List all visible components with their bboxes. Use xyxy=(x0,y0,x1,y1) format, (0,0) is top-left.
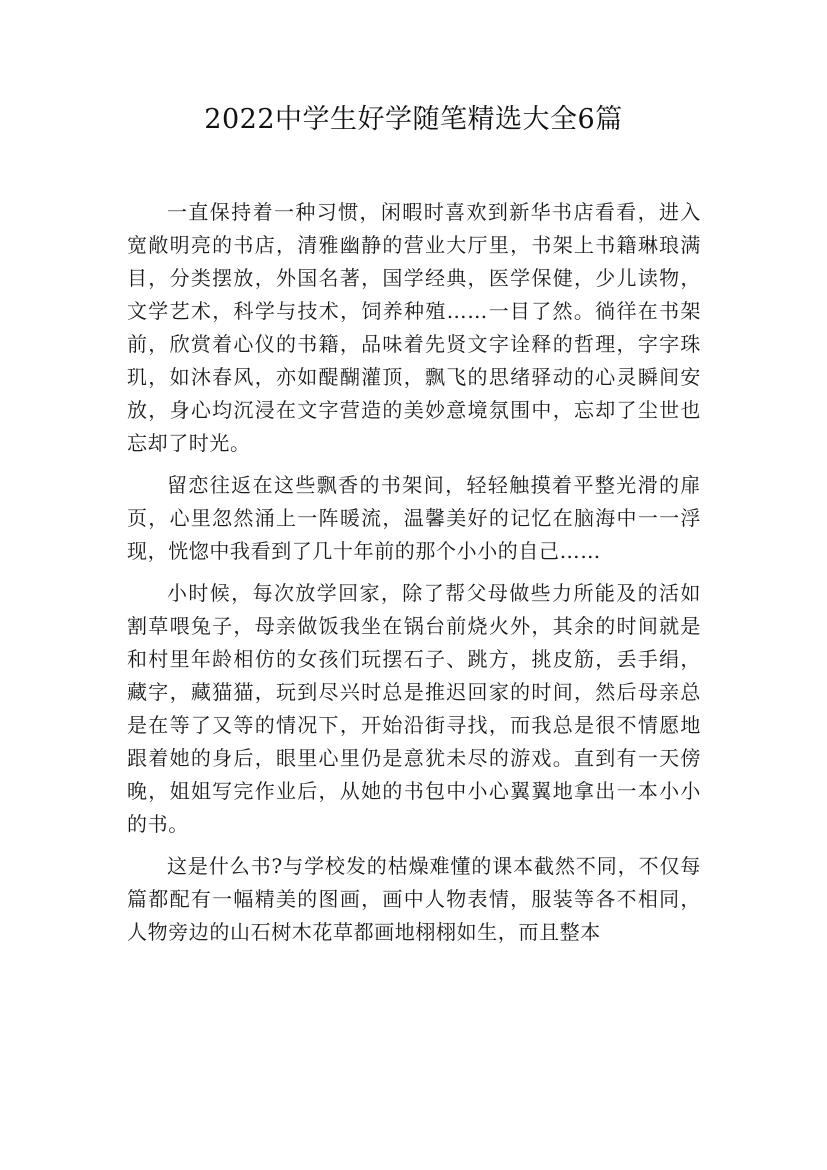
paragraph-2: 留恋往返在这些飘香的书架间，轻轻触摸着平整光滑的扉页，心里忽然涌上一阵暖流，温馨美好的记忆在脑海中一一浮现，恍惚中我看到了几十年前的那个小小的自己…… xyxy=(127,473,701,563)
paragraph-4: 这是什么书?与学校发的枯燥难懂的课本截然不同，不仅每篇都配有一幅精美的图画，画中人物表情，服装等各不相同，人物旁边的山石树木花草都画地栩栩如生，而且整本 xyxy=(127,854,701,944)
paragraph-1: 一直保持着一种习惯，闲暇时喜欢到新华书店看看，进入宽敞明亮的书店，清雅幽静的营业大厅里，书架上书籍琳琅满目，分类摆放，外国名著，国学经典，医学保健，少儿读物，文学艺术，科学与技术，饲养种殖……一目了然。徜徉在书架前，欣赏着心仪的书籍，品味着先贤文字诠释的哲理，字字珠玑，如沐春风，亦如醍醐灌顶，飘飞的思绪驿动的心灵瞬间安放，身心均沉浸在文字营造的美妙意境氛围中，忘却了尘世也忘却了时光。 xyxy=(127,200,701,455)
document-title: 2022中学生好学随笔精选大全6篇 xyxy=(204,104,623,135)
document-body xyxy=(127,196,701,958)
paragraph-3: 小时候，每次放学回家，除了帮父母做些力所能及的活如割草喂兔子，母亲做饭我坐在锅台前烧火外，其余的时间就是和村里年龄相仿的女孩们玩摆石子、跳方，挑皮筋，丢手绢，藏字，藏猫猫，玩到尽兴时总是推迟回家的时间，然后母亲总是在等了又等的情况下，开始沿街寻找，而我总是很不情愿地跟着她的身后，眼里心里仍是意犹未尽的游戏。直到有一天傍晚，姐姐写完作业后，从她的书包中小心翼翼地拿出一本小小的书。 xyxy=(127,581,701,836)
